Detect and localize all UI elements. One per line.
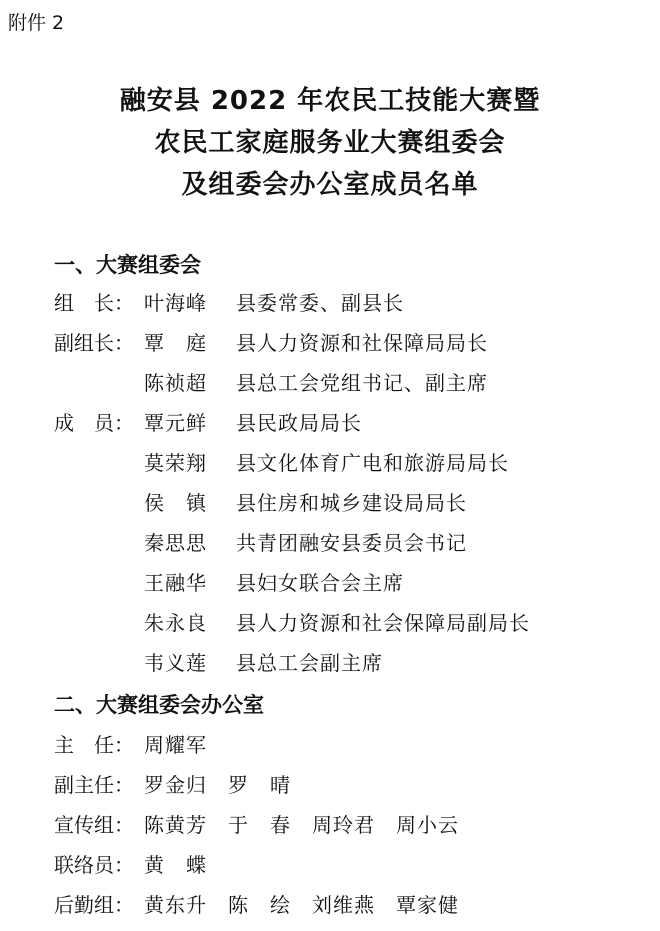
member-post: 县妇女联合会主席 [236, 571, 404, 595]
member-name: 覃元鲜 [144, 411, 207, 435]
member-name: 侯 镇 [144, 491, 207, 515]
member-name: 覃 庭 [144, 331, 207, 355]
member-post: 县人力资源和社会保障局副局长 [236, 611, 530, 635]
member-names: 罗金归 罗 晴 [144, 773, 291, 797]
title-line-1: 融安县 2022 年农民工技能大赛暨 [119, 86, 541, 116]
role-label: 副组长： [54, 331, 134, 355]
role-label: 副主任： [54, 773, 134, 797]
attachment-label: 附件 2 [8, 12, 65, 34]
document-title [0, 80, 660, 206]
member-post: 县总工会党组书记、副主席 [236, 371, 488, 395]
title-line-2: 农民工家庭服务业大赛组委会 [154, 128, 506, 158]
member-post: 县委常委、副县长 [236, 291, 404, 315]
member-name: 叶海峰 [144, 291, 207, 315]
role-label: 成 员： [54, 411, 134, 435]
section-heading-office: 二、大赛组委会办公室 [54, 693, 264, 717]
member-names: 黄东升 陈 绘 刘维燕 覃家健 [144, 893, 459, 917]
member-names: 黄 蝶 [144, 853, 207, 877]
role-label: 联络员： [54, 853, 134, 877]
member-name: 莫荣翔 [144, 451, 207, 475]
member-names: 陈黄芳 于 春 周玲君 周小云 [144, 813, 459, 837]
member-name: 王融华 [144, 571, 207, 595]
section-heading-committee: 一、大赛组委会 [54, 253, 201, 277]
role-label: 宣传组： [54, 813, 134, 837]
member-name: 韦义莲 [144, 651, 207, 675]
title-line-3: 及组委会办公室成员名单 [181, 170, 479, 200]
member-name: 陈祯超 [144, 371, 207, 395]
member-post: 县文化体育广电和旅游局局长 [236, 451, 509, 475]
role-label: 后勤组： [54, 893, 134, 917]
member-names: 周耀军 [144, 733, 207, 757]
member-post: 县总工会副主席 [236, 651, 383, 675]
member-name: 朱永良 [144, 611, 207, 635]
role-label: 主 任： [54, 733, 134, 757]
member-post: 县住房和城乡建设局局长 [236, 491, 467, 515]
member-post: 县人力资源和社保障局局长 [236, 331, 488, 355]
member-post: 县民政局局长 [236, 411, 362, 435]
member-name: 秦思思 [144, 531, 207, 555]
role-label: 组 长： [54, 291, 134, 315]
member-post: 共青团融安县委员会书记 [236, 531, 467, 555]
